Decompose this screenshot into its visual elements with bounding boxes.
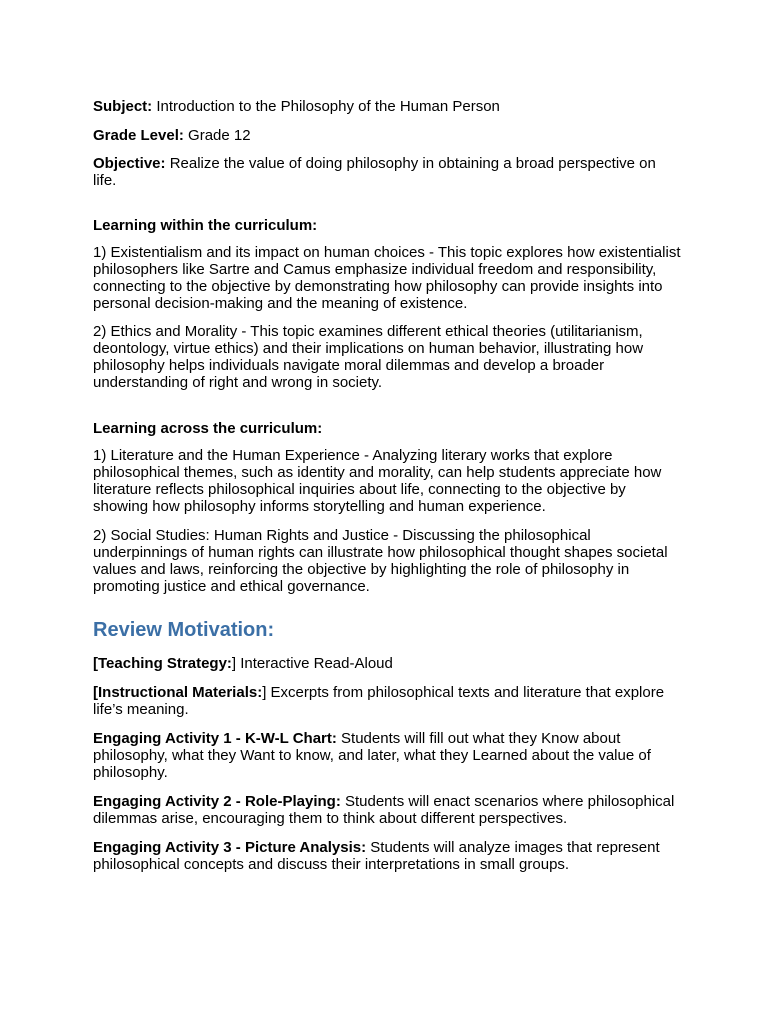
instructional-materials-value: ] Excerpts from philosophical texts and literature that explore life’s meaning. bbox=[93, 684, 665, 718]
teaching-strategy-line bbox=[93, 655, 683, 672]
instructional-materials-line bbox=[93, 684, 683, 718]
instructional-materials-label: [Instructional Materials: bbox=[93, 684, 263, 701]
objective-line bbox=[93, 155, 683, 189]
subject-line bbox=[93, 98, 683, 115]
within-curriculum-item-2: 2) Ethics and Morality - This topic examines different ethical theories (utilitarianism, deontology, virtue ethics) and their implications on human behavior, illustrating how philosophy helps individuals navigate moral dilemmas and develop a broader understanding of right and wrong in society. bbox=[93, 323, 644, 391]
engaging-activity-3-text: Students will analyze images that represent philosophical concepts and discuss their interpretations in small groups. bbox=[93, 839, 660, 873]
engaging-activity-2 bbox=[93, 793, 683, 827]
engaging-activity-3-label: Engaging Activity 3 - Picture Analysis: bbox=[93, 839, 367, 856]
within-curriculum-heading: Learning within the curriculum: bbox=[93, 217, 318, 234]
across-curriculum-item-1: 1) Literature and the Human Experience - Analyzing literary works that explore philosophical themes, such as identity and morality, can help students appreciate how literature reflects philosophical inquiries about life, connecting to the objective by showing how philosophy informs storytelling and human experience. bbox=[93, 447, 662, 515]
engaging-activity-2-text: Students will enact scenarios where philosophical dilemmas arise, encouraging them to think about different perspectives. bbox=[93, 793, 675, 827]
objective-label: Objective: bbox=[93, 155, 166, 172]
engaging-activity-1-label: Engaging Activity 1 - K-W-L Chart: bbox=[93, 730, 337, 747]
review-motivation-heading: Review Motivation: bbox=[93, 619, 275, 641]
engaging-activity-1 bbox=[93, 730, 683, 781]
across-curriculum-heading: Learning across the curriculum: bbox=[93, 420, 323, 437]
within-curriculum-item-1: 1) Existentialism and its impact on human choices - This topic explores how existentialist philosophers like Sartre and Camus emphasize individual freedom and responsibility, connecting to the objective by demonstrating how philosophy can provide insights into personal decision-making and the meaning of existence. bbox=[93, 244, 681, 312]
teaching-strategy-label: [Teaching Strategy: bbox=[93, 655, 232, 672]
subject-value: Introduction to the Philosophy of the Human Person bbox=[152, 98, 500, 115]
across-curriculum-item-2: 2) Social Studies: Human Rights and Justice - Discussing the philosophical underpinnings of human rights can illustrate how philosophical thought shapes societal values and laws, reinforcing the objective by highlighting the role of philosophy in promoting justice and ethical governance. bbox=[93, 527, 668, 595]
engaging-activity-2-label: Engaging Activity 2 - Role-Playing: bbox=[93, 793, 341, 810]
engaging-activity-1-text: Students will fill out what they Know about philosophy, what they Want to know, and later, what they Learned about the value of philosophy. bbox=[93, 730, 651, 781]
grade-level-label: Grade Level: bbox=[93, 127, 184, 144]
lesson-plan-document bbox=[93, 98, 683, 873]
engaging-activity-3 bbox=[93, 839, 683, 873]
teaching-strategy-value: ] Interactive Read-Aloud bbox=[231, 655, 393, 672]
grade-level-line bbox=[93, 127, 683, 144]
objective-value: Realize the value of doing philosophy in obtaining a broad perspective on life. bbox=[93, 155, 656, 189]
subject-label: Subject: bbox=[93, 98, 153, 115]
grade-level-value: Grade 12 bbox=[183, 127, 251, 144]
